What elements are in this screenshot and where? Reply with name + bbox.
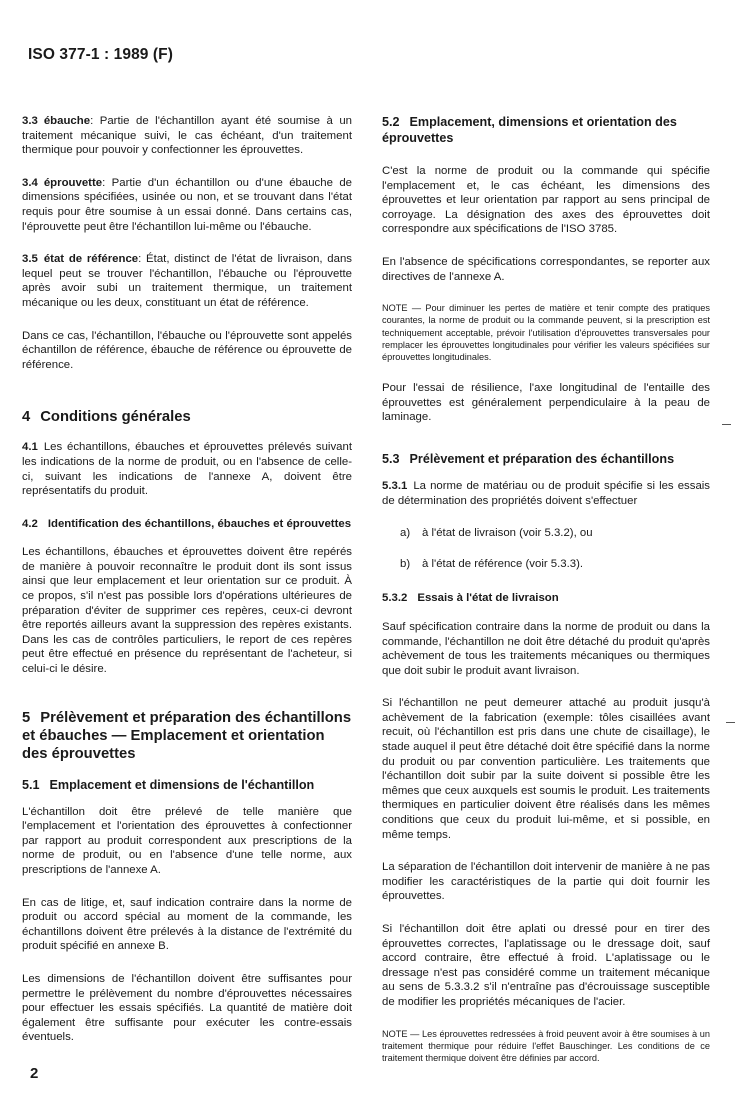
definition-text: : Partie d'un échantillon ou d'une ébauche de dimensions spécifiées, usinée ou non, et se trouvant dans l'état requis pour être soumise à un essai donné. Dans certains cas, l'éprouvette peut être l'échantillon lui-même ou l'ébauche. bbox=[22, 176, 352, 233]
clause-title: Prélèvement et préparation des échantillons bbox=[409, 451, 675, 466]
clause-number: 3.5 bbox=[22, 253, 38, 266]
clause-number: 3.3 bbox=[22, 115, 38, 127]
margin-mark bbox=[722, 424, 731, 425]
clause-title: Identification des échantillons, ébauches et éprouvettes bbox=[47, 517, 352, 530]
clause-4-2-heading bbox=[22, 517, 352, 532]
list-item bbox=[382, 557, 710, 572]
clause-3-3 bbox=[22, 114, 352, 158]
term: ébauche bbox=[43, 115, 91, 127]
clause-number: 4.2 bbox=[22, 517, 38, 530]
clause-text: Les échantillons, ébauches et éprouvettes prélevés suivant les indications de la norme de produit, ou en l'absence de celle-ci, suivant les indications de l'annexe A, doivent être représentatifs du produit. bbox=[22, 441, 352, 498]
clause-3-4 bbox=[22, 176, 352, 234]
clause-5-2-paragraph-1: C'est la norme de produit ou la commande qui spécifie l'emplacement et, le cas échéant, les dimensions des éprouvettes et leur orientation par rapport au sens principal de corroyage. La désignation des axes des éprouvettes doit correspondre aux spécifications de l'ISO 3785. bbox=[382, 165, 710, 236]
clause-4-1 bbox=[22, 440, 352, 498]
definition-text: : État, distinct de l'état de livraison, dans lequel peut se trouver l'échantillon, l'ébauche ou l'éprouvette après avoir subi un traitement thermique, un traitement mécanique ou les deux, constituant un état de référence. bbox=[22, 253, 353, 309]
list-label: a) bbox=[400, 527, 411, 540]
section-title: Conditions générales bbox=[40, 409, 191, 426]
list-text: à l'état de référence (voir 5.3.3). bbox=[422, 557, 584, 570]
clause-4-2-paragraph: Les échantillons, ébauches et éprouvettes doivent être repérés de manière à pouvoir reconnaître le produit dont ils sont issus ainsi que leur emplacement et leur orientation sur ce produit. À ce propos, s'il n'est pas possible lors d'opérations ultérieures de préparation d'éviter de supprimer ces repères, ceux-ci devront être reportés ailleurs avant la suppression des repères existants. Dans les cas de contrôles particuliers, le report de ces repères peut être effectué en présence du représentant de l'acheteur, si celui-ci le désire. bbox=[22, 546, 352, 676]
list-text: à l'état de livraison (voir 5.3.2), ou bbox=[422, 527, 593, 540]
clause-5-1-paragraph-2: En cas de litige, et, sauf indication contraire dans la norme de produit ou accord spécial au moment de la commande, les échantillons doivent être prélevés à la distance de l'extrémité du produit spécifié en annexe B. bbox=[22, 896, 352, 953]
section-title: Prélèvement et préparation des échantillons et ébauches — Emplacement et orientation des éprouvettes bbox=[22, 709, 352, 762]
clause-number: 5.3 bbox=[382, 451, 400, 466]
section-4-heading bbox=[22, 408, 352, 426]
clause-number: 4.1 bbox=[22, 441, 38, 454]
left-column bbox=[22, 114, 352, 1063]
clause-5-3-1 bbox=[382, 479, 710, 508]
clause-5-3-2-note: NOTE — Les éprouvettes redressées à froid peuvent avoir à être soumises à un traitement thermique pour réduire l'effet Bauschinger. Les conditions de ce traitement thermique doivent être définies par accord. bbox=[382, 1028, 710, 1063]
clause-number: 5.1 bbox=[22, 777, 40, 792]
clause-5-3-heading bbox=[382, 451, 710, 467]
clause-number: 5.3.1 bbox=[382, 479, 408, 492]
clause-text: La norme de matériau ou de produit spécifie si les essais de détermination des propriétés doivent s'effectuer bbox=[382, 479, 710, 507]
clause-number: 5.3.2 bbox=[382, 592, 408, 605]
clause-5-3-2-paragraph-4: Si l'échantillon doit être aplati ou dressé pour en tirer des éprouvettes correctes, l'aplatissage ou le dressage doit, sauf accord contraire, être effectué à froid. L'aplatissage ou le dressage n'est pas considéré comme un traitement mécanique au sens de 5.3.3.2 s'il n'entraîne pas d'écrouissage susceptible de modifier les propriétés mécaniques de l'acier. bbox=[382, 923, 710, 1008]
clause-5-1-paragraph-3: Les dimensions de l'échantillon doivent être suffisantes pour permettre le prélèvement du nombre d'éprouvettes nécessaires pour effectuer les essais spécifiés. La quantité de matière doit également être suffisante pour exécuter les contre-essais éventuels. bbox=[22, 972, 352, 1044]
clause-5-1-heading bbox=[22, 777, 352, 793]
definition-text: : Partie de l'échantillon ayant été soumise à un traitement mécanique suivi, le cas échéant, d'un traitement thermique pour pouvoir y confectionner les éprouvettes. bbox=[22, 115, 352, 157]
term: état de référence bbox=[43, 253, 139, 266]
clause-5-2-paragraph-3: Pour l'essai de résilience, l'axe longitudinal de l'entaille des éprouvettes est généralement perpendiculaire à la peau de laminage. bbox=[382, 382, 710, 424]
section-number: 4 bbox=[22, 409, 31, 426]
section-number: 5 bbox=[22, 709, 31, 726]
list-label: b) bbox=[400, 557, 411, 570]
clause-5-2-paragraph-2: En l'absence de spécifications correspondantes, se reporter aux directives de l'annexe A. bbox=[382, 255, 710, 283]
clause-5-3-2-heading bbox=[382, 591, 710, 606]
clause-number: 3.4 bbox=[22, 176, 38, 189]
section-5-heading bbox=[22, 709, 352, 763]
clause-5-3-2-paragraph-2: Si l'échantillon ne peut demeurer attaché au produit jusqu'à achèvement de la fabrication (exemple: tôles cisaillées avant recuit, où l'échantillon est pris dans une chute de cisaillage), le stade auquel il peut être détaché doit être spécifié dans la norme du produit ou par convention particulière. Les traitements que l'échantillon doit subir par la suite doivent si possible être les mêmes que ceux auxquels est soumis le produit. Les traitements thermiques en particulier doivent être réalisés dans les mêmes conditions que ceux du produit lui-même, et si possible, en même temps. bbox=[382, 697, 710, 841]
clause-number: 5.2 bbox=[382, 115, 400, 129]
clause-5-3-2-paragraph-1: Sauf spécification contraire dans la norme de produit ou dans la commande, l'échantillon ne doit être détaché du produit qu'après achèvement de tous les traitements mécaniques ou thermiques que doit subir le produit avant livraison. bbox=[382, 620, 710, 677]
clause-title: Essais à l'état de livraison bbox=[417, 592, 559, 605]
document-header: ISO 377-1 : 1989 (F) bbox=[28, 46, 174, 63]
clause-5-2-heading bbox=[382, 114, 710, 146]
clause-title: Emplacement, dimensions et orientation des éprouvettes bbox=[382, 115, 677, 145]
page-number: 2 bbox=[30, 1065, 39, 1082]
clause-title: Emplacement et dimensions de l'échantillon bbox=[49, 777, 315, 792]
clause-5-2-note: NOTE — Pour diminuer les pertes de matière et tenir compte des pratiques courantes, la norme de produit ou la commande peuvent, si la prescription est techniquement acceptable, prévoir l'utilisation d'éprouvettes transversales pour remplacer les éprouvettes longitudinales pour vérifier les valeurs spécifiées sur éprouvettes longitudinales. bbox=[382, 303, 710, 362]
term: éprouvette bbox=[43, 176, 103, 189]
clause-3-5-paragraph: Dans ce cas, l'échantillon, l'ébauche ou l'éprouvette sont appelés échantillon de référence, ébauche de référence ou éprouvette de référence. bbox=[22, 329, 352, 371]
clause-5-3-2-paragraph-3: La séparation de l'échantillon doit intervenir de manière à ne pas modifier les caractéristiques de la partie qui doit fournir les éprouvettes. bbox=[382, 861, 710, 903]
margin-mark bbox=[726, 722, 735, 723]
clause-5-1-paragraph-1: L'échantillon doit être prélevé de telle manière que l'emplacement et l'orientation des éprouvettes à confectionner par rapport au produit correspondent aux prescriptions de la norme de produit, ou en l'absence d'une telle norme, aux prescriptions de l'annexe A. bbox=[22, 805, 352, 876]
clause-3-5 bbox=[22, 252, 352, 310]
list-item bbox=[382, 526, 710, 541]
right-column bbox=[382, 114, 710, 1082]
